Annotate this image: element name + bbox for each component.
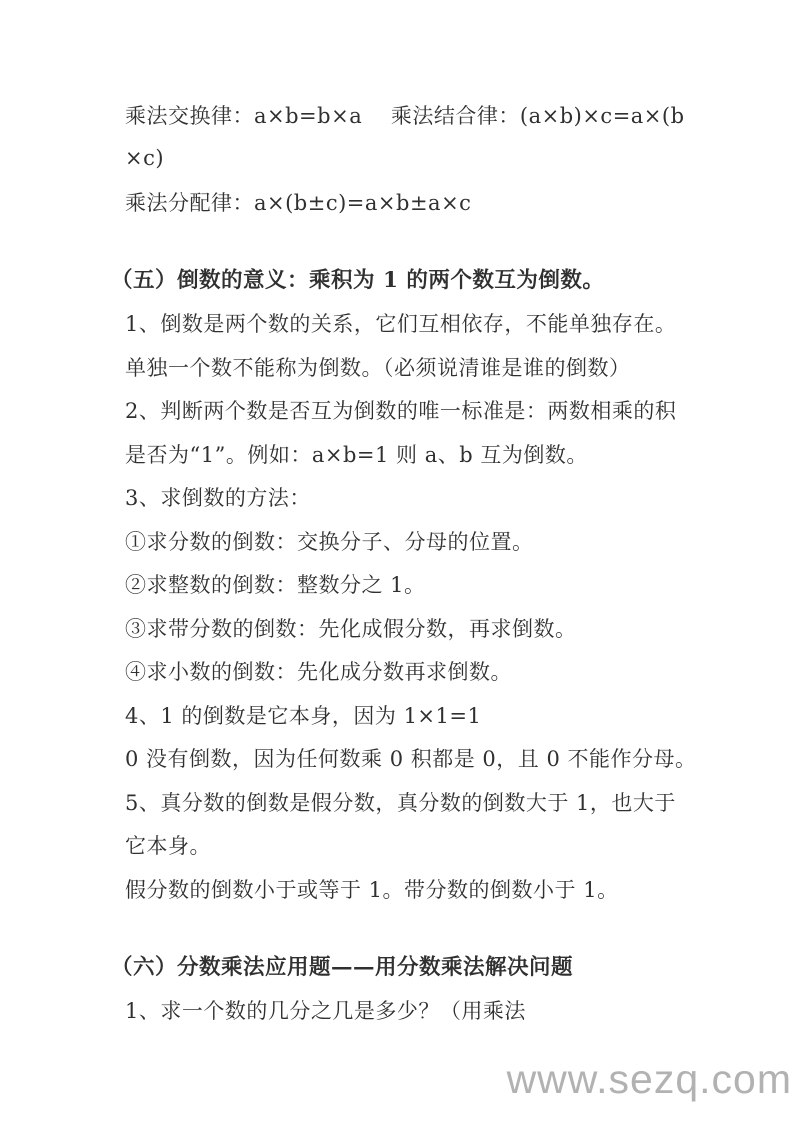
text-line: 1、求一个数的几分之几是多少？（用乘法	[125, 999, 526, 1024]
text-line: 是否为“1”。例如：a×b=1 则 a、b 互为倒数。	[125, 442, 588, 467]
text-line: 5、真分数的倒数是假分数，真分数的倒数大于 1，也大于	[125, 790, 676, 815]
paragraph-gap	[125, 911, 685, 942]
text-line: 4、1 的倒数是它本身，因为 1×1=1	[125, 703, 482, 728]
text-line: ④求小数的倒数：先化成分数再求倒数。	[125, 660, 512, 685]
text-line: 2、判断两个数是否互为倒数的唯一标准是：两数相乘的积	[125, 399, 677, 424]
document-body	[111, 93, 697, 1032]
text-line: ②求整数的倒数：整数分之 1。	[125, 573, 426, 598]
text-line: ③求带分数的倒数：先化成假分数，再求倒数。	[125, 616, 577, 641]
text-line: 它本身。	[125, 834, 211, 859]
paragraph-gap	[125, 224, 685, 255]
text-line: 3、求倒数的方法：	[125, 486, 311, 511]
section-heading: （五）倒数的意义：乘积为 1 的两个数互为倒数。	[111, 267, 605, 293]
text-line: 单独一个数不能称为倒数。（必须说清谁是谁的倒数）	[125, 355, 631, 380]
text-line: ×c)	[125, 146, 165, 171]
text-line: 假分数的倒数小于或等于 1。带分数的倒数小于 1。	[125, 877, 619, 902]
text-line: 乘法分配律：a×(b±c)=a×b±a×c	[125, 190, 472, 215]
text-line: 1、倒数是两个数的关系，它们互相依存，不能单独存在。	[125, 312, 677, 337]
watermark-text: www.sezq.com	[506, 1056, 792, 1102]
text-line: 乘法交换律：a×b=b×a 乘法结合律：(a×b)×c=a×(b	[125, 103, 685, 128]
text-line: 0 没有倒数，因为任何数乘 0 积都是 0，且 0 不能作分母。	[125, 747, 697, 772]
section-heading: （六）分数乘法应用题——用分数乘法解决问题	[111, 954, 574, 980]
text-line: ①求分数的倒数：交换分子、分母的位置。	[125, 529, 534, 554]
